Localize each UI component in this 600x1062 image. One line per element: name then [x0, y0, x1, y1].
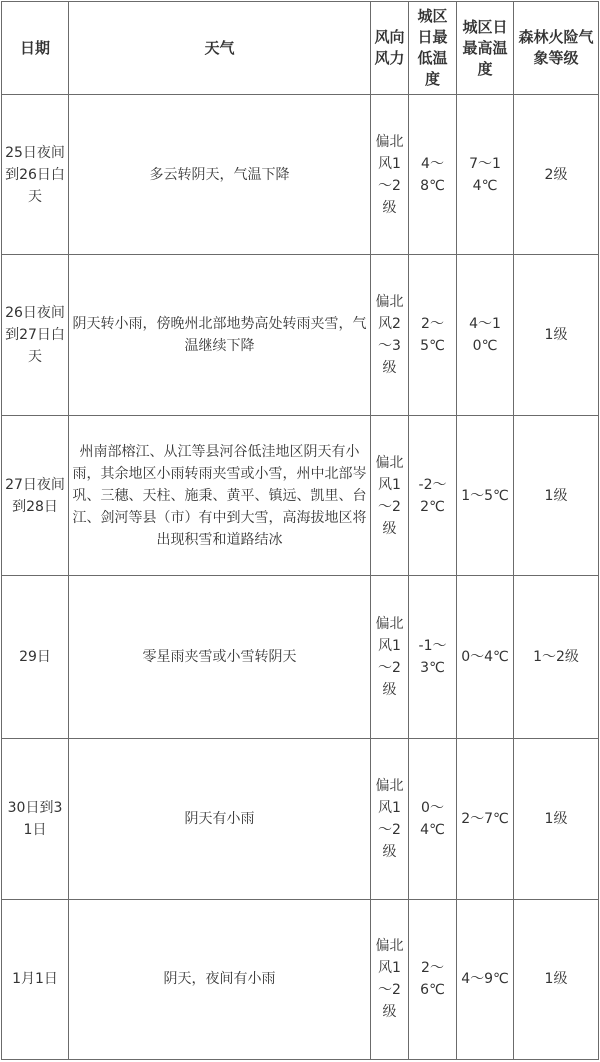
header-row: [2, 2, 599, 95]
max-temp-cell: 1～5℃: [457, 416, 514, 576]
wind-cell: 偏北风1～2级: [371, 576, 409, 738]
wind-cell: 偏北风1～2级: [371, 899, 409, 1059]
table-row: [2, 576, 599, 738]
min-temp-cell: 2～5℃: [409, 255, 457, 416]
table-row: [2, 416, 599, 576]
wind-cell: 偏北风1～2级: [371, 416, 409, 576]
header-date: 日期: [2, 2, 69, 95]
fire-level-cell: 1级: [514, 899, 599, 1059]
wind-cell: 偏北风1～2级: [371, 738, 409, 899]
date-cell: 1月1日: [2, 899, 69, 1059]
header-weather: 天气: [69, 2, 371, 95]
fire-level-cell: 1～2级: [514, 576, 599, 738]
header-wind: 风向风力: [371, 2, 409, 95]
fire-level-cell: 1级: [514, 255, 599, 416]
min-temp-cell: -2～2℃: [409, 416, 457, 576]
min-temp-cell: 0～4℃: [409, 738, 457, 899]
weather-cell: 阴天转小雨，傍晚州北部地势高处转雨夹雪，气温继续下降: [69, 255, 371, 416]
date-cell: 26日夜间到27日白天: [2, 255, 69, 416]
header-fire-level: 森林火险气象等级: [514, 2, 599, 95]
table-row: [2, 95, 599, 255]
header-min-temp: 城区日最低温度: [409, 2, 457, 95]
fire-level-cell: 2级: [514, 95, 599, 255]
min-temp-cell: 2～6℃: [409, 899, 457, 1059]
fire-level-cell: 1级: [514, 738, 599, 899]
max-temp-cell: 0～4℃: [457, 576, 514, 738]
date-cell: 30日到31日: [2, 738, 69, 899]
min-temp-cell: 4～8℃: [409, 95, 457, 255]
min-temp-cell: -1～3℃: [409, 576, 457, 738]
weather-cell: 零星雨夹雪或小雪转阴天: [69, 576, 371, 738]
max-temp-cell: 4～9℃: [457, 899, 514, 1059]
wind-cell: 偏北风1～2级: [371, 95, 409, 255]
date-cell: 29日: [2, 576, 69, 738]
max-temp-cell: 2～7℃: [457, 738, 514, 899]
date-cell: 25日夜间到26日白天: [2, 95, 69, 255]
wind-cell: 偏北风2～3级: [371, 255, 409, 416]
weather-cell: 州南部榕江、从江等县河谷低洼地区阴天有小雨，其余地区小雨转雨夹雪或小雪，州中北部岑巩、三穗、天柱、施秉、黄平、镇远、凯里、台江、剑河等县（市）有中到大雪，高海拔地区将出现积雪和道路结冰: [69, 416, 371, 576]
table-row: [2, 738, 599, 899]
header-max-temp: 城区日最高温度: [457, 2, 514, 95]
weather-cell: 多云转阴天，气温下降: [69, 95, 371, 255]
forecast-table: [1, 1, 599, 1060]
weather-cell: 阴天有小雨: [69, 738, 371, 899]
table-row: [2, 899, 599, 1059]
table-row: [2, 255, 599, 416]
max-temp-cell: 7～14℃: [457, 95, 514, 255]
fire-level-cell: 1级: [514, 416, 599, 576]
date-cell: 27日夜间到28日: [2, 416, 69, 576]
max-temp-cell: 4～10℃: [457, 255, 514, 416]
weather-cell: 阴天，夜间有小雨: [69, 899, 371, 1059]
